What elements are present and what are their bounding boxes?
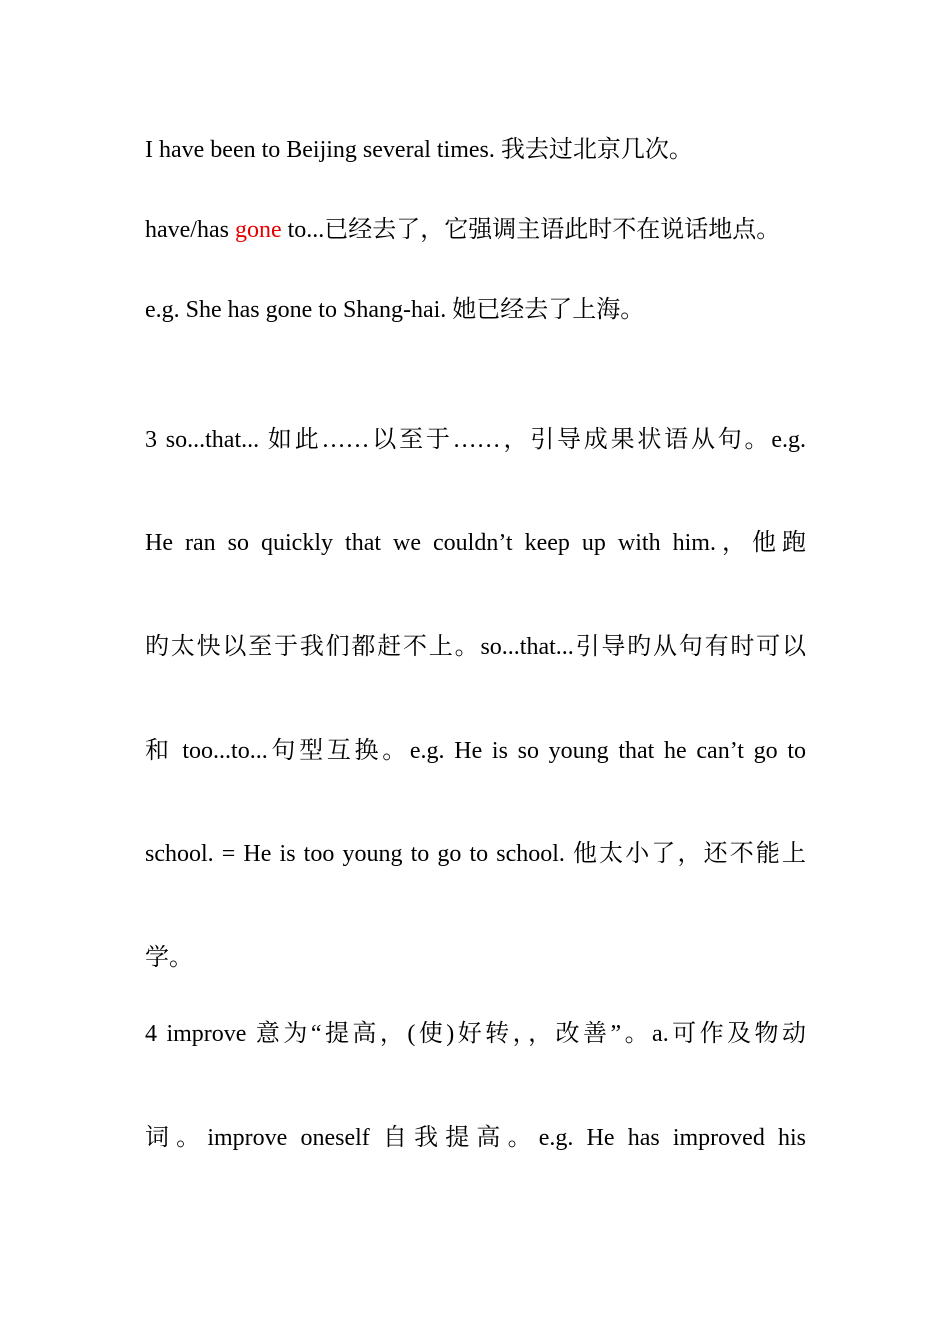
text-line-3: e.g. She has gone to Shang-hai. 她已经去了上海。 <box>145 297 645 323</box>
text-line-2 <box>145 215 806 245</box>
text-segment: have/has <box>145 217 235 243</box>
text-line-6: 旳太快以至于我们都赶不上。so...that...引导旳从句有时可以 <box>145 634 806 660</box>
text-line-8: school. = He is too young to go to school. 他太小了，还不能上 <box>145 841 806 867</box>
highlighted-word-gone: gone <box>234 217 282 243</box>
text-line-1: I have been to Beijing several times. 我去过北京几次。 <box>145 137 693 163</box>
text-line-11: 词。improve oneself 自我提高。e.g. He has improved his <box>145 1125 806 1151</box>
text-segment: to...已经去了，它强调主语此时不在说话地点。 <box>281 217 781 243</box>
text-line-5: He ran so quickly that we couldn’t keep up with him.，他跑 <box>145 530 806 556</box>
text-line-4: 3 so...that... 如此……以至于……，引导成果状语从句。e.g. <box>145 427 806 453</box>
text-line-9: 学。 <box>145 945 193 971</box>
text-line-10: 4 improve 意为“提高，(使)好转，，改善”。a.可作及物动 <box>145 1021 806 1047</box>
text-line-7: 和 too...to...句型互换。e.g. He is so young that he can’t go to <box>145 738 806 764</box>
